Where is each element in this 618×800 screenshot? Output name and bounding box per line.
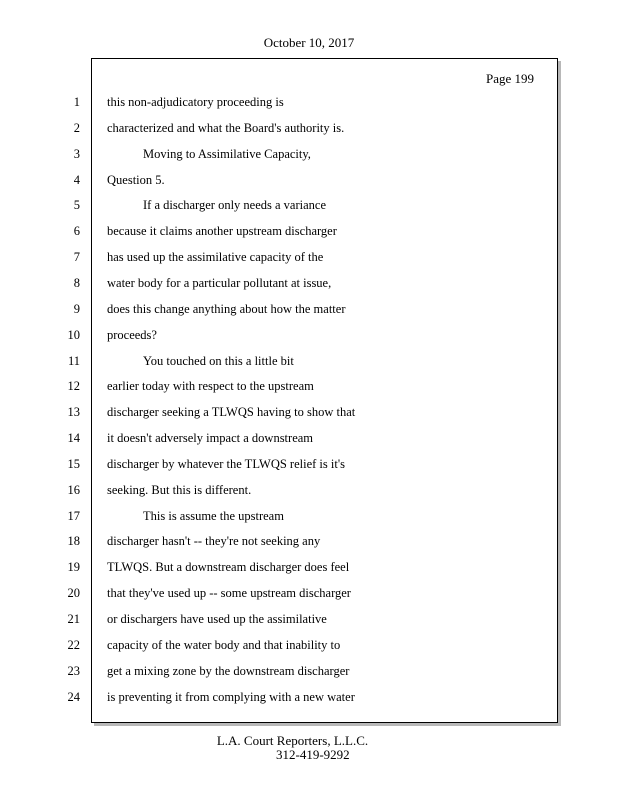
line-number: 11 [67, 354, 80, 368]
header-date: October 10, 2017 [263, 35, 355, 50]
line-number: 24 [67, 690, 80, 704]
line-number: 5 [73, 198, 80, 212]
line-number: 2 [73, 121, 80, 135]
line-number: 16 [67, 483, 80, 497]
transcript-line-text: Moving to Assimilative Capacity, [143, 147, 311, 161]
transcript-line-text: proceeds? [107, 328, 157, 342]
line-number: 1 [73, 95, 80, 109]
line-number: 13 [67, 405, 80, 419]
transcript-line-text: TLWQS. But a downstream discharger does feel [107, 560, 350, 574]
line-number: 14 [67, 431, 80, 445]
line-number: 3 [73, 147, 80, 161]
transcript-line-text: does this change anything about how the matter [107, 302, 346, 316]
transcript-line-text: get a mixing zone by the downstream discharger [107, 664, 350, 678]
line-number: 19 [67, 560, 80, 574]
line-number: 10 [67, 328, 80, 342]
transcript-line-text: characterized and what the Board's authority is. [107, 121, 345, 135]
line-number: 17 [67, 509, 80, 523]
line-number: 9 [73, 302, 80, 316]
transcript-line-text: this non-adjudicatory proceeding is [107, 95, 284, 109]
transcript-line-text: capacity of the water body and that inability to [107, 638, 341, 652]
page-number: Page 199 [486, 71, 535, 86]
transcript-line-text: If a discharger only needs a variance [143, 198, 327, 212]
line-number: 23 [67, 664, 80, 678]
transcript-line-text: seeking. But this is different. [107, 483, 252, 497]
transcript-line-text: that they've used up -- some upstream discharger [107, 586, 351, 600]
transcript-line-text: This is assume the upstream [143, 509, 284, 523]
line-number: 15 [67, 457, 80, 471]
footer-firm-name: L.A. Court Reporters, L.L.C. [216, 733, 369, 748]
line-number: 6 [73, 224, 80, 238]
transcript-line-text: You touched on this a little bit [143, 354, 294, 368]
transcript-line-text: or dischargers have used up the assimilative [107, 612, 327, 626]
line-number: 20 [67, 586, 80, 600]
line-number: 21 [67, 612, 80, 626]
transcript-line-text: has used up the assimilative capacity of the [107, 250, 324, 264]
transcript-line-text: because it claims another upstream discharger [107, 224, 337, 238]
transcript-line-text: it doesn't adversely impact a downstream [107, 431, 314, 445]
line-number: 4 [73, 173, 80, 187]
transcript-line-text: discharger by whatever the TLWQS relief is it's [107, 457, 345, 471]
line-number: 7 [73, 250, 80, 264]
footer-phone: 312-419-9292 [276, 747, 350, 762]
transcript-line-text: discharger seeking a TLWQS having to show that [107, 405, 356, 419]
line-number: 22 [67, 638, 80, 652]
line-number: 18 [67, 534, 80, 548]
transcript-line-text: earlier today with respect to the upstream [107, 379, 314, 393]
transcript-line-text: is preventing it from complying with a new water [107, 690, 355, 704]
transcript-line-text: water body for a particular pollutant at issue, [107, 276, 332, 290]
line-number: 8 [73, 276, 80, 290]
line-number: 12 [67, 379, 80, 393]
transcript-line-text: Question 5. [107, 173, 165, 187]
transcript-line-text: discharger hasn't -- they're not seeking any [107, 534, 321, 548]
